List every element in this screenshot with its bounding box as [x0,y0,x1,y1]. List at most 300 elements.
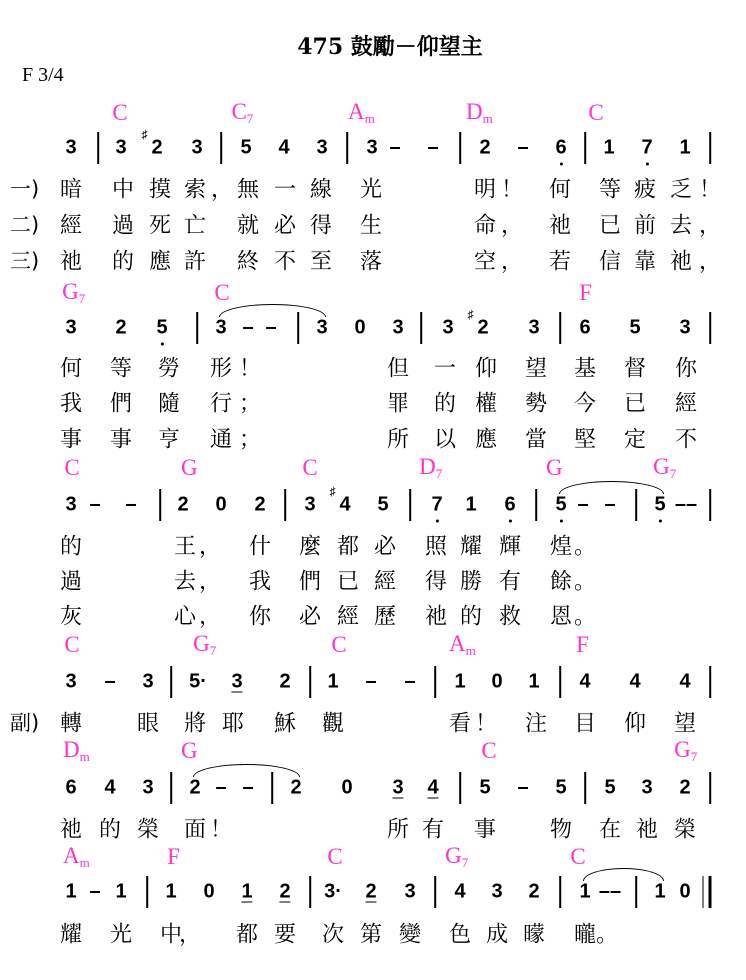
lyric-char: ； [238,427,262,453]
note-digit: 3 [115,136,127,159]
lyric-char: ！ [238,356,262,382]
note [254,494,265,517]
low-octave-dot [560,163,563,166]
lyric-char: 餘 [549,569,573,595]
note-value [177,494,188,517]
lyric-char: 都 [235,922,259,948]
lyric-char: 恩 [549,604,573,630]
chord-quality: 7 [78,291,86,306]
note-digit: 5 [555,776,567,799]
chord-symbol [64,632,79,658]
chord-symbol [327,844,342,870]
note-digit: 6 [504,493,516,516]
lyric-char: 在 [598,817,622,843]
note-value [125,494,136,517]
note-digit: 2 [679,776,691,799]
note [365,881,376,904]
chord-root: G [653,454,670,479]
bar-line [146,876,148,908]
lyric-char: 應 [474,427,498,453]
note [504,494,515,517]
note-value [392,777,403,800]
lyric-char: 何 [59,356,83,382]
note [479,777,490,800]
chord-quality: m [79,749,90,764]
lyric-char: 已 [598,213,622,239]
sharp-accidental: ♯ [329,484,336,499]
lyric-char: 前 [633,213,657,239]
note-digit: 1 [603,136,615,159]
note [215,494,226,517]
note-value [654,494,665,517]
lyric-char: 仰 [623,711,647,737]
note-digit: 3 [304,493,316,516]
chord-root: C [214,280,230,305]
note [65,494,76,517]
note-value [329,484,351,517]
note-value [104,671,115,694]
note-digit: 5 [377,493,389,516]
note-digit: 3 [392,316,404,339]
lyric-char: 已 [623,391,647,417]
note-digit: – [517,776,529,799]
lyric-char: 祂 [59,817,83,843]
note-digit: 4 [427,776,439,799]
chord-quality: m [364,111,375,126]
note-digit: 2 [254,493,266,516]
note [316,317,327,340]
verse-label: 二) [10,213,40,237]
note-value [191,137,202,160]
bar-line [159,489,161,521]
lyric-char: 色 [448,922,472,948]
final-double-bar [703,876,712,908]
hymn-title: 475 鼓勵－仰望主 [297,34,483,60]
chord-root: G [546,455,563,480]
lyric-char: 無 [236,177,260,203]
note-value [641,777,652,800]
note-value [156,317,167,340]
lyric-char: 中 [111,177,135,203]
note [65,671,76,694]
note-value [392,317,403,340]
low-octave-dot [659,520,662,523]
note-value [189,671,207,694]
note-digit: – [265,316,277,339]
chord-symbol [466,99,493,127]
note-digit: 1 [465,493,477,516]
note-digit: 4 [454,880,466,903]
lyric-char: 索 [183,177,207,203]
note [392,777,403,800]
chord-symbol [588,100,603,126]
lyric-char: 光 [359,177,383,203]
note-value [577,494,588,517]
note [604,494,615,517]
note-value [404,671,415,694]
lyric-char: 耀 [59,922,83,948]
lyric-char: 事 [473,817,497,843]
chord-symbol [181,455,198,481]
lyric-char: 的 [98,817,122,843]
note [304,494,315,517]
lyric-char: 物 [549,817,573,843]
lyric-char: 許 [183,249,207,275]
lyric-char: 信 [598,249,622,275]
note-digit: 3 [392,776,404,799]
lyric-char: ！ [474,711,498,737]
note-value [479,777,490,800]
note [491,671,502,694]
chord-symbol [331,632,346,658]
lyric-char: 去 [669,213,693,239]
note [241,881,252,904]
note-value [89,494,100,517]
note-value [115,317,126,340]
lyric-char: 第 [359,922,383,948]
note-value [389,137,400,160]
note [577,494,588,517]
lyric-char: 勞 [157,356,181,382]
note-value [528,671,539,694]
lyric-char: 當 [524,427,548,453]
chord-quality: 7 [435,466,443,481]
lyric-char: 督 [623,356,647,382]
note-digit: 3 [316,316,328,339]
chord-quality: m [465,643,476,658]
note-digit: 2 [189,776,201,799]
note-digit: 1 [454,670,466,693]
note-digit: 2 [479,136,491,159]
note-value [654,881,665,904]
note-digit: 1 [165,880,177,903]
note-value [629,671,640,694]
note [465,494,476,517]
lyric-char: 我 [59,391,83,417]
chord-quality: 7 [209,643,217,658]
lyric-char: 你 [674,356,698,382]
lyric-char: 何 [548,177,572,203]
lyric-char: 等 [598,177,622,203]
note [278,137,289,160]
bar-line [434,876,436,908]
note-value [165,881,176,904]
note-value [65,777,76,800]
note-value [316,137,327,160]
note [203,881,214,904]
lyric-char: 終 [236,249,260,275]
note-digit: 4 [339,493,351,516]
bar-line [709,489,711,521]
lyric-char: 已 [336,569,360,595]
lyric-char: 輝 [498,534,522,560]
chord-root: C [64,632,80,657]
note-value [555,137,566,160]
note-digit: 1 [579,880,591,903]
note [404,881,415,904]
note-value [215,777,226,800]
note-value [115,881,126,904]
note-value [641,137,652,160]
note-digit: 2 [365,880,377,903]
lyric-char: 。 [573,604,597,630]
lyric-char: 救 [498,604,522,630]
lyric-char: 祂 [635,817,659,843]
note-digit: 3 [65,670,77,693]
note-value [427,137,438,160]
note-value [242,777,253,800]
note-value [427,777,438,800]
chord-symbol [653,454,676,482]
lyric-char: 目 [573,711,597,737]
note-value [65,317,76,340]
lyric-char: 得 [309,213,333,239]
note-value [265,317,276,340]
note-digit: 3 [641,776,653,799]
lyric-char: 線 [309,177,333,203]
bar-line [709,666,711,698]
note [189,777,200,800]
chord-root: A [448,631,466,656]
lyric-char: 死 [148,213,172,239]
note-value [467,307,489,340]
note [389,137,400,160]
lyric-char: 的 [433,391,457,417]
lyric-char: ； [238,391,262,417]
note-value [89,881,100,904]
note-value [679,881,690,904]
note-digit: 0 [354,316,366,339]
note-value [365,881,376,904]
note-digit: – [427,136,439,159]
lyric-char: 空 [473,249,497,275]
bar-line [535,489,537,521]
note [528,317,539,340]
lyric-char: 耶 [221,711,245,737]
note [679,777,690,800]
note [431,494,442,517]
note [454,671,465,694]
note-value [104,777,115,800]
chord-quality: 7 [461,855,469,870]
note-value [528,881,539,904]
lyric-char: 罪 [386,391,410,417]
note-value [115,137,126,160]
note [156,317,167,340]
lyric-char: ， [198,604,222,630]
note-value [679,777,690,800]
lyric-char: 得 [424,569,448,595]
note-value [679,317,690,340]
bar-line [309,876,311,908]
lyric-char: 穌 [273,711,297,737]
note-value [278,137,289,160]
lyric-char: 行 [209,391,233,417]
chord-symbol [193,631,216,659]
chord-quality: 7 [246,111,254,126]
chord-root: G [62,279,79,304]
chord-root: A [347,99,365,124]
lyric-char: 。 [573,569,597,595]
lyric-char: 勢 [524,391,548,417]
note [528,881,539,904]
lyric-char: 去 [173,569,197,595]
lyric-char: 曚 [522,922,546,948]
note [579,317,590,340]
note-digit: –– [598,880,622,903]
chord-root: C [588,100,604,125]
chord-root: D [419,454,436,479]
note-value [65,137,76,160]
note-value [304,494,315,517]
lyric-char: 成 [485,922,509,948]
note [65,881,76,904]
lyric-char: ！ [209,817,233,843]
bar-line [309,666,311,698]
tie-slur [193,764,300,777]
note-digit: 4 [278,136,290,159]
lyric-char: 基 [573,356,597,382]
lyric-char: 所 [386,817,410,843]
lyric-char: 轉 [59,711,83,737]
note [115,881,126,904]
note-value [203,881,214,904]
note-value [215,317,226,340]
note [215,777,226,800]
note [679,881,690,904]
note-value [679,671,690,694]
note-value [377,494,388,517]
bar-line [559,876,561,908]
note [354,317,365,340]
chord-root: C [231,99,247,124]
lyric-char: 一 [273,177,297,203]
chord-symbol [419,454,442,482]
note-digit: 3 [142,776,154,799]
note [517,137,528,160]
lyric-char: ！ [698,177,722,203]
lyric-char: 望 [673,711,697,737]
lyric-char: 等 [109,356,133,382]
lyric-char: 祂 [669,249,693,275]
note [629,317,640,340]
note-digit: – [215,776,227,799]
chord-root: D [465,99,483,124]
note-digit: 0 [491,670,503,693]
chord-symbol [579,280,592,306]
lyric-char: 照 [424,534,448,560]
note-value [454,881,465,904]
chord-symbol [674,737,697,765]
note-digit: – [389,136,401,159]
note-digit: 3 [366,136,378,159]
lyric-char: 的 [459,604,483,630]
note-digit: 4 [579,670,591,693]
note-digit: 1 [528,670,540,693]
lyric-char: 不 [674,427,698,453]
note-value [431,494,442,517]
lyric-char: 不 [273,249,297,275]
lyric-char: 過 [111,213,135,239]
note [279,881,290,904]
note-digit: 3 [316,136,328,159]
chord-quality: m [482,111,493,126]
note-digit: 5 [654,493,666,516]
lyric-char: 但 [386,356,410,382]
chord-root: C [112,100,128,125]
lyric-char: 今 [573,391,597,417]
bar-line [709,312,711,344]
chord-symbol [64,455,79,481]
note-value [65,881,76,904]
note [679,317,690,340]
lyric-char: 亡 [183,213,207,239]
note-digit: 3 [65,316,77,339]
lyric-char: 過 [59,569,83,595]
note-digit: 3 [215,316,227,339]
lyric-char: ， [698,249,722,275]
lyric-char: 形 [209,356,233,382]
note-digit: 3 [528,316,540,339]
lyric-char: 定 [623,427,647,453]
note-digit: 6 [579,316,591,339]
lyric-char: ！ [500,177,524,203]
note-value [231,671,242,694]
chord-symbol [181,738,198,764]
note [327,671,338,694]
note-digit: – [517,136,529,159]
note-digit: 1 [654,880,666,903]
note-digit: 2 [290,776,302,799]
note-digit: – [365,670,377,693]
chord-root: G [181,738,198,763]
note [65,137,76,160]
chord-root: C [302,455,318,480]
note-value [454,671,465,694]
lyric-char: 望 [524,356,548,382]
bar-line [170,666,172,698]
lyric-char: 都 [336,534,360,560]
lyric-char: 歷 [373,604,397,630]
bar-line [709,132,711,164]
note [454,881,465,904]
chord-root: G [674,737,691,762]
note-digit: – [125,493,137,516]
chord-root: G [445,843,462,868]
note-value [603,137,614,160]
note-value [290,777,301,800]
note-value [517,137,528,160]
note-value [324,881,342,904]
chord-symbol [576,632,589,658]
note-value [555,777,566,800]
chord-root: C [481,738,497,763]
note-value [366,137,377,160]
verse-label: 副) [10,711,40,735]
bar-line [559,666,561,698]
note-digit: 2 [151,136,163,159]
lyric-char: 隨 [157,391,181,417]
chord-root: C [64,455,80,480]
note [579,881,590,904]
note-digit: 2 [279,880,291,903]
chord-quality: 7 [690,749,698,764]
lyric-char: 權 [474,391,498,417]
chord-root: F [576,632,589,657]
chord-quality: 7 [669,466,677,481]
lyric-char: 灰 [59,604,83,630]
lyric-char: 將 [183,711,207,737]
